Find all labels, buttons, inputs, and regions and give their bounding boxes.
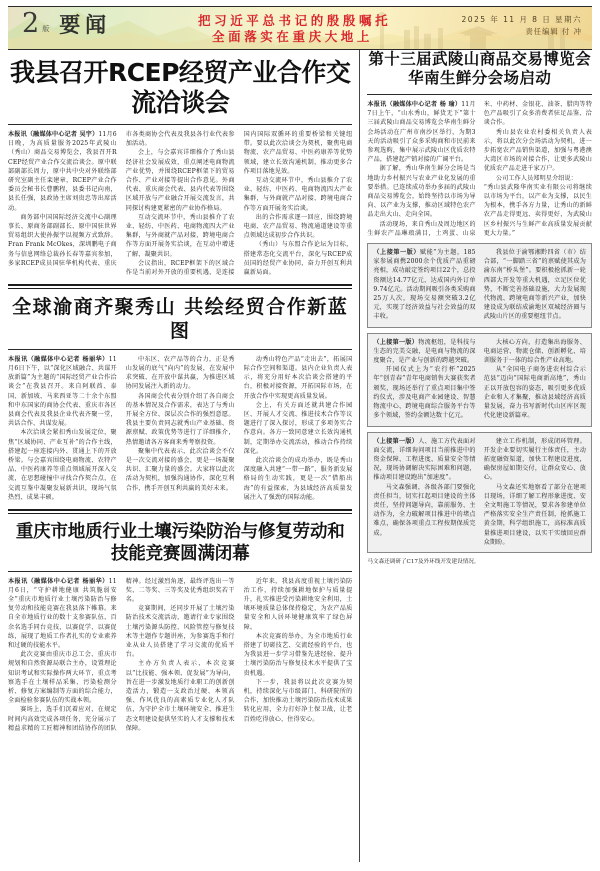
article-yushang-p1: 11月6日下午，以“深化区域融合、共谋开放新篇”为主题的“国际经贸产业合作洽谈会”在我县召开。来自阿联酋、泰国、新加坡、马来西亚等二十余个东盟和中东国家的商协会代表、重庆市各区县商会代表及我县企业代表齐聚一堂，共话合作、共谋发展。	[8, 355, 117, 428]
masthead-page-indicator	[22, 9, 111, 39]
article-soil-p5: 主办方负责人表示，本次竞赛以“比技能、强本领、促发展”为导向，旨在进一步激发地质行业职工的创新创造活力，锻造一支政治过硬、本领高强、作风优良的高素质专业化人才队伍，为守护全市土壤环境安全、推进生态文明建设提供坚实的人才支撑和技术保障。	[125, 660, 235, 732]
article-soil-p7: 本次竞赛的举办，为全市地质行业搭建了切磋技艺、交流经验的平台，也为我县进一步学习借鉴先进经验、提升土壤污染防治与修复技术水平提供了宝贵机遇。	[243, 632, 353, 677]
continuation-1-text2: 我县位于渝鄂湘黔四省（市）结合部，“一脚踏三省”的禀赋使其成为渝东南“桥头堡”。要积极抢抓新一轮西部大开发等重大机遇，立足区位优势，不断完善基础设施，大力发展现代物流、跨境电商等新兴产业，加快建设成为联结成渝地区双城经济圈与武陵山片区的重要枢纽节点。	[483, 249, 586, 321]
continuation-3-text2: 建立工作机制，形成闭环管理。开发企业要切实履行主体责任，主动拓宽融资渠道，加快工程建设进度，确保房屋如期交付，让群众安心、放心。	[483, 437, 586, 482]
article-rcep-p5: 会议指出，RCEP框架下的区域合作是当前对外开放的重要机遇，是连接国内国际双循环的重要桥梁和关键纽带。要以此次洽谈会为契机，聚焦电商物流、农产品贸易、中医药康养等优势领域，建立长效沟通机制，推动更多合作项目落地见效。	[125, 131, 353, 277]
continuation-1-tag: （上接第一版）	[373, 249, 420, 257]
article-soil-contest-headline: 重庆市地质行业土壤污染防治与修复劳动和技能竞赛圆满闭幕	[15, 521, 345, 564]
article-expo-p4: 秀山县农业农村委相关负责人表示，将以此次分会场活动为契机，进一步拓宽农产品销售渠道，加强与粤港澳大湾区市场的对接合作，让更多武陵山优质农产品走进千家万户。	[483, 128, 592, 173]
article-soil-p8: 下一步，我县将以此次竞赛为契机，持续深化与市级部门、科研院所的合作，加快推动土壤污染防治技术成果转化应用，全力打好净土保卫战，让老百姓吃得放心、住得安心。	[243, 678, 353, 723]
article-yushang-body	[8, 355, 352, 502]
page-content	[8, 50, 592, 862]
article-yushang-p5: 聚集中代表表示，此次洽谈会不仅是一次交流对接的盛会，更是一场凝聚共识、汇聚力量的盛会。大家将以此次活动为契机，加强沟通协作，深化互利合作，携手开创互利共赢的美好未来。	[125, 447, 235, 492]
masthead	[8, 6, 592, 50]
article-rcep-p6: 互动交流环节中，秀山县推介了农业、轻纺、中医药、电商物流四大产业集群，与外商就产品对接、跨境电商合作等方面开展务实洽谈。	[243, 177, 353, 212]
article-yushang	[8, 295, 352, 502]
rule-light	[8, 288, 352, 289]
section-title: 要闻	[59, 13, 112, 37]
article-expo-headline-line2: 华南生鲜分会场启动	[408, 69, 552, 87]
article-yushang-p8: 此次洽谈会的成功举办，既是秀山深度融入共建“一带一路”、服务新发展格局的生动实践，更是一次“借船出海”的有益探索，为县域经济高质量发展注入了强劲的国际动能。	[243, 456, 353, 501]
article-expo-p3: 活动现场，来自秀山及周边地区的生鲜农产品琳琅满目，土鸡蛋、山泉米、中药材、金银花、油茶、腊肉等特色产品吸引了众多消费者驻足品鉴、洽谈合作。	[367, 101, 592, 237]
slogan-line-1: 把习近平总书记的殷殷嘱托	[198, 13, 392, 28]
article-rcep-body	[8, 130, 352, 277]
rule	[8, 349, 352, 350]
rule-light	[8, 513, 352, 514]
article-rcep-headline: 我县召开RCEP经贸产业合作交流洽谈会	[9, 58, 351, 117]
article-soil-p6: 近年来，我县高度重视土壤污染防治工作，持续加强耕地保护与质量提升，扎实推进受污染耕地安全利用，土壤环境质量总体保持稳定，为农产品质量安全和人居环境健康筑牢了绿色屏障。	[243, 577, 353, 631]
continuation-2-text2: 大核心方向，打造集出海服务、电商运营、物流仓储、创新孵化、培训服务于一体的综合性产业高地。	[483, 338, 586, 365]
article-yushang-p6: 动秀山特色产品“走出去”，拓展国际合作空间和渠道。县内企业负责人表示，将充分用好本次洽谈会搭建的平台，积极对接资源，开拓国际市场，在开放合作中实现更高质量发展。	[243, 355, 353, 400]
article-rcep-p3: 会上，与会嘉宾详细推介了秀山县经济社会发展成效，重点阐述电商物流产业优势，并围绕RCEP框架下的贸易合作、产业对接等提出合作意见。外商代表、重庆商会代表、县内代表等围绕区域开放与产业融合开展交流发言，共同探讨构建更紧密的产业协作格局。	[125, 149, 235, 212]
article-expo-p1: 11月7日上午，“山水秀山，鲜货无下”第十三届武陵山商品交易博览会华南生鲜分会场活动在广州市南沙区举行，为期3天的活动吸引了众多采购商和市民前来参观选购，集中展示武陵山区优质农特产品，搭建起产销对接的广阔平台。	[367, 101, 476, 164]
article-rcep	[8, 58, 352, 277]
slogan-line-2: 全面落实在重庆大地上	[212, 29, 374, 44]
article-expo-p2: 据了解，秀山华南生鲜分会场是当地助力乡村振兴与农业产业化发展的重要举措。已连续成功举办多届的武陵山商品交易博览会，始终坚持以市场为导向、以产业为支撑，推动区域特色农产品走出大山、走向全国。	[367, 165, 476, 219]
article-yushang-byline: 本报讯（融媒体中心记者 杨丽华）	[8, 355, 109, 363]
article-expo-p5: “秀山县武隆华南实业有限公司将继续以市场为平台，以产业为支撑，以民生为根本，携手各方力量，让秀山的新鲜农产品走得更远、卖得更好，为武陵山区乡村振兴与生鲜产业高质量发展贡献更大力量。”	[483, 183, 592, 237]
article-rcep-p7: 出的合作需求逐一回应，围绕跨境电商、农产品贸易、物流通道建设等重点领域达成初步合作共识。	[243, 213, 353, 240]
article-rcep-p8: （秀山）与东盟合作论坛为目标，搭建常态化交流平台，深化与RCEP成员国的经贸产业协同，奋力开创互利共赢新局面。	[243, 241, 353, 277]
article-yushang-p7: 会上，有关方面还就共建合作园区、开展人才交流、推进技术合作等议题进行了深入探讨，形成了多项务实合作意向。各方一致同意建立长效沟通机制，定期举办交流活动，推动合作持续深化。	[243, 401, 353, 455]
continuation-1-body	[373, 248, 586, 322]
newspaper-page	[0, 6, 600, 871]
continuation-2-text: 物流枢纽，是科技与生态的完美交融，是电商与物流的深度聚合，是产业与创新的跨越突破。	[373, 338, 476, 365]
article-yushang-headline: 全球渝商齐聚秀山 共绘经贸合作新蓝图	[12, 295, 349, 342]
rule-heavy	[8, 509, 352, 511]
rule	[367, 94, 592, 95]
footer-note: 马文森还调研了C17及外环线开发建设情况。	[367, 558, 480, 565]
publication-date: 2025 年 11 月 8 日 星期六	[461, 15, 582, 24]
left-column	[8, 50, 359, 862]
article-yushang-p2: 本次洽谈会紧扣秀山发展定位，聚焦“区域协同、产业互补”的合作主线，搭建起一座连接内外、贯通上下的开放桥梁。与会嘉宾围绕电商物流、农特产品、中医药康养等重点领域展开深入交流，在思想碰撞中寻找合作契合点，在交流互鉴中凝聚发展新共识，现场气氛热烈、成果丰硕。	[8, 429, 117, 501]
masthead-meta	[462, 14, 582, 38]
continuation-3-text: 人、施工方代表面对面交流，详细询问项目当前推进中的资金保障、工程进度、质量安全等情况，现场协调解决实际困难和问题，推动项目建设跑出“加速度”。	[373, 437, 476, 482]
article-soil-p4: 竞赛期间，还同步开展了土壤污染防治技术交流活动，邀请行业专家围绕土壤污染源头防控、风险管控与修复技术等主题作专题讲座，为参赛选手和行业从业人员搭建了学习交流的优质平台。	[125, 605, 235, 659]
article-rcep-byline: 本报讯（融媒体中心记者 吴宇）	[8, 131, 99, 138]
article-soil-contest-body	[8, 577, 352, 733]
article-expo	[367, 50, 592, 238]
page-number-suffix: 版	[42, 25, 50, 33]
rule-heavy	[8, 284, 352, 286]
continuation-2-body	[373, 338, 586, 421]
continuation-3-body	[373, 437, 586, 547]
article-expo-headline-line1: 第十三届武陵山商品交易博览会	[368, 50, 591, 68]
article-soil-contest	[8, 521, 352, 733]
article-soil-p2: 此次竞赛由重庆市总工会、重庆市规划和自然资源局联合主办，设置理论知识考试和实际操作两大环节，重点考察选手在土壤样品采集、污染检测分析、修复方案编制等方面的综合能力，全面检验参赛队伍的实战本领。	[8, 651, 117, 705]
article-rcep-p1: 11月6日晚，为高质量服务2025年武陵山（秀山）商品交易博览会，我县召开RCEP经贸产业合作交流洽谈会。原中联部副部长周力，原中共中央对外联络部研究室副主任栾建章，RCEP产业合作委员会秘书长曹鹏程，县委书记向南，县长任强，县政协主席刘贵忠等出席活动。	[8, 131, 117, 212]
article-yushang-p3: 中东区、农产品等的合力，正是秀山发展的底气“向内”的发展，在发展中求突破、在开放中谋共赢，为推进区域协同发展注入新的动力。	[125, 355, 235, 391]
continuation-3-text2-cont: 马文森还实地察看了部分在建项目现场，详细了解工程形象进度、安全文明施工等情况，要求各参建单位严格落实安全生产责任制，抢抓施工黄金期，科学组织施工，高标准高质量推进项目建设，以实干实绩回应群众期盼。	[483, 483, 586, 546]
article-yushang-p4: 各国商会代表分别介绍了各自商会的基本情况及合作需求，表达了与秀山开展全方位、深层次合作的强烈意愿。我县主要负责同志就秀山产业基础、资源禀赋、政策优势等进行了详细推介，热情邀请各方客商来秀考察投资。	[125, 392, 235, 446]
article-rcep-p4: 互动交流环节中，秀山县推介了农业、轻纺、中医药、电商物流四大产业集群，与外商就产品对接、跨境电商合作等方面开展务实洽谈，在互动中增进了解、凝聚共识。	[125, 213, 235, 258]
continuation-2-text-cont: 开园仪式上为“农行杯”2025年“创青春”青年电商销售大赛获奖者颁奖，现场还举行了重点项目集中签约仪式，涉及电商产业园建设、智慧物流中心、跨境电商综合服务平台等多个领域，签约金额达数十亿元。	[373, 366, 476, 420]
responsible-editor: 责任编辑 付 冲	[525, 27, 582, 36]
continuation-1-text: 赋能”为主题，185家参展商携2000余个优质产品重磅亮相，成功敲定签约项目22个，总投资额达14.77亿元，达成国内外订单9.74亿元。活动期间吸引各类采购商25万人次，现场交易额突破3.2亿元，实现了经济效益与社会效益的双丰收。	[373, 249, 476, 321]
article-soil-p3: 赛场上，选手们沉着应对，在规定时间内高效完成各项任务，充分展示了精益求精的工匠精神和团结协作的团队精神。经过激烈角逐，最终评选出一等奖、二等奖、三等奖及优秀组织奖若干名。	[8, 577, 235, 732]
continuation-block-1	[367, 243, 592, 328]
continuation-block-2	[367, 333, 592, 427]
continuation-2-tag: （上接第一版）	[373, 338, 419, 346]
article-expo-body	[367, 100, 592, 238]
article-expo-quote-intro: 公司工作人员郑明星介绍说：	[495, 174, 578, 182]
rule	[8, 124, 352, 125]
masthead-slogan	[198, 13, 391, 45]
article-soil-p1: 11月6日，“守护耕地健康 共筑脆弱安全”重庆市地质行业土壤污染防治与修复劳动和技能竞赛在我县落下帷幕。来自全市地质行业的数十支参赛队伍、百余名选手同台竞技，以赛促学、以赛促练，展现了地质工作者扎实的专业素养和过硬的技能水平。	[8, 577, 117, 649]
article-soil-contest-byline: 本报讯（融媒体中心记者 杨丽华）	[8, 577, 109, 585]
continuation-3-text-cont: 马文森强调，各级各部门要强化责任担当，切实扛起项目建设的主体责任，坚持问题导向，靠前服务、主动作为，全力破解项目推进中的堵点难点，确保各项重点工程按期保质完成。	[373, 483, 476, 537]
continuation-3-tag: （上接第一版）	[373, 437, 419, 445]
page-number: 2	[22, 8, 40, 39]
right-column	[359, 50, 592, 862]
article-rcep-p2: 商务部中国国际经济交流中心副理事长、原商务部副部长、原中国驻世界贸易组织大使孙振宇以视频方式致辞。Fran Frank McOkes，深圳鹏电子商务与信息网络总裁孙长春等嘉宾参加，多家RCEP成员国驻华机构代表、重庆市各类商协会代表及我县各行业代表参加活动。	[8, 131, 235, 267]
continuation-block-3	[367, 432, 592, 553]
rule	[8, 571, 352, 572]
continuation-2-text2-cont: 从“全国电子商务进农村综合示范县”迈向“国际电商新高地”，秀山正以开放包容的姿态，吸引更多优质企业和人才集聚，推动县域经济高质量发展，奋力书写新时代山区库区现代化建设新篇章。	[483, 366, 586, 420]
article-expo-byline: 本报讯（融媒体中心记者 杨 瑜）	[367, 101, 462, 108]
